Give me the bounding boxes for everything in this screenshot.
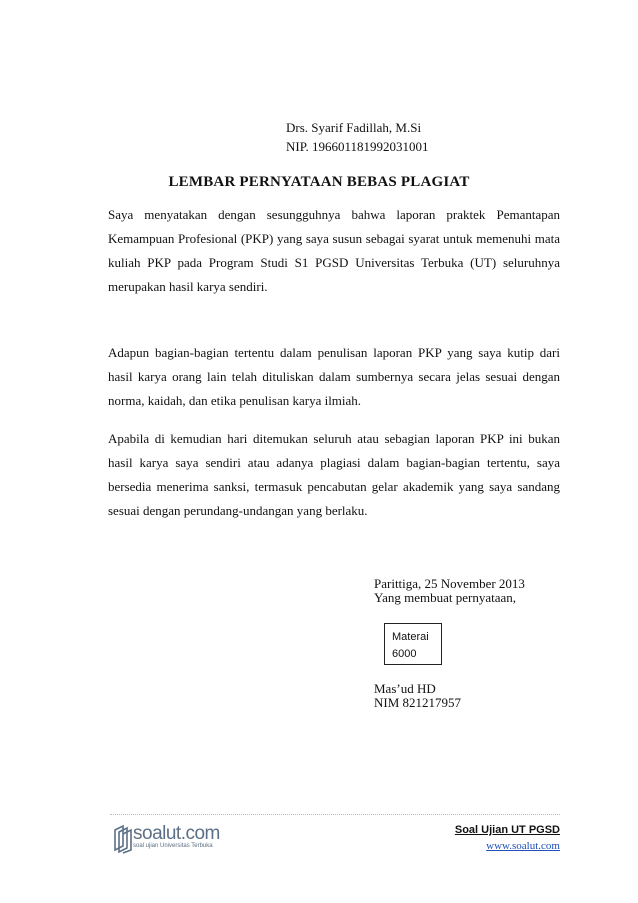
footer-website-link[interactable]: www.soalut.com — [486, 840, 560, 852]
official-nip: NIP. 196601181992031001 — [286, 139, 429, 154]
paragraph-1: Saya menyatakan dengan sesungguhnya bahwa laporan praktek Pemantapan Kemampuan Profesional (PKP) yang saya susun sebagai syarat untuk memenuhi mata kuliah PKP pada Program Studi S1 PGSD Universitas Terbuka (UT) seluruhnya merupakan hasil karya sendiri. — [108, 207, 560, 294]
logo-tagline: soal ujian Universitas Terbuka — [133, 843, 213, 849]
signature-subtitle: Yang membuat pernyataan, — [374, 590, 517, 605]
stamp-label: Materai — [392, 631, 429, 643]
signature-place-date: Parittiga, 25 November 2013 — [374, 576, 525, 591]
logo-wordmark: soalut.com — [133, 823, 220, 844]
paragraph-2: Adapun bagian-bagian tertentu dalam penulisan laporan PKP yang saya kutip dari hasil karya orang lain telah dituliskan dalam sumbernya secara jelas sesuai dengan norma, kaidah, dan etika penulisan karya ilmiah. — [108, 345, 560, 408]
paragraph-3: Apabila di kemudian hari ditemukan seluruh atau sebagian laporan PKP ini bukan hasil karya saya sendiri atau adanya plagiasi dalam bagian-bagian tertentu, saya bersedia menerima sanksi, termasuk pencabutan gelar akademik yang saya sandang sesuai dengan perundang-undangan yang berlaku. — [108, 431, 560, 518]
document-title: LEMBAR PERNYATAAN BEBAS PLAGIAT — [168, 174, 470, 190]
header-block — [286, 118, 429, 156]
official-name: Drs. Syarif Fadillah, M.Si — [286, 120, 422, 135]
signer-name: Mas’ud HD — [374, 681, 436, 696]
footer-divider — [110, 814, 560, 815]
signer-nim: NIM 821217957 — [374, 695, 462, 710]
footer-title: Soal Ujian UT PGSD — [454, 824, 560, 836]
stamp-value: 6000 — [392, 648, 417, 660]
